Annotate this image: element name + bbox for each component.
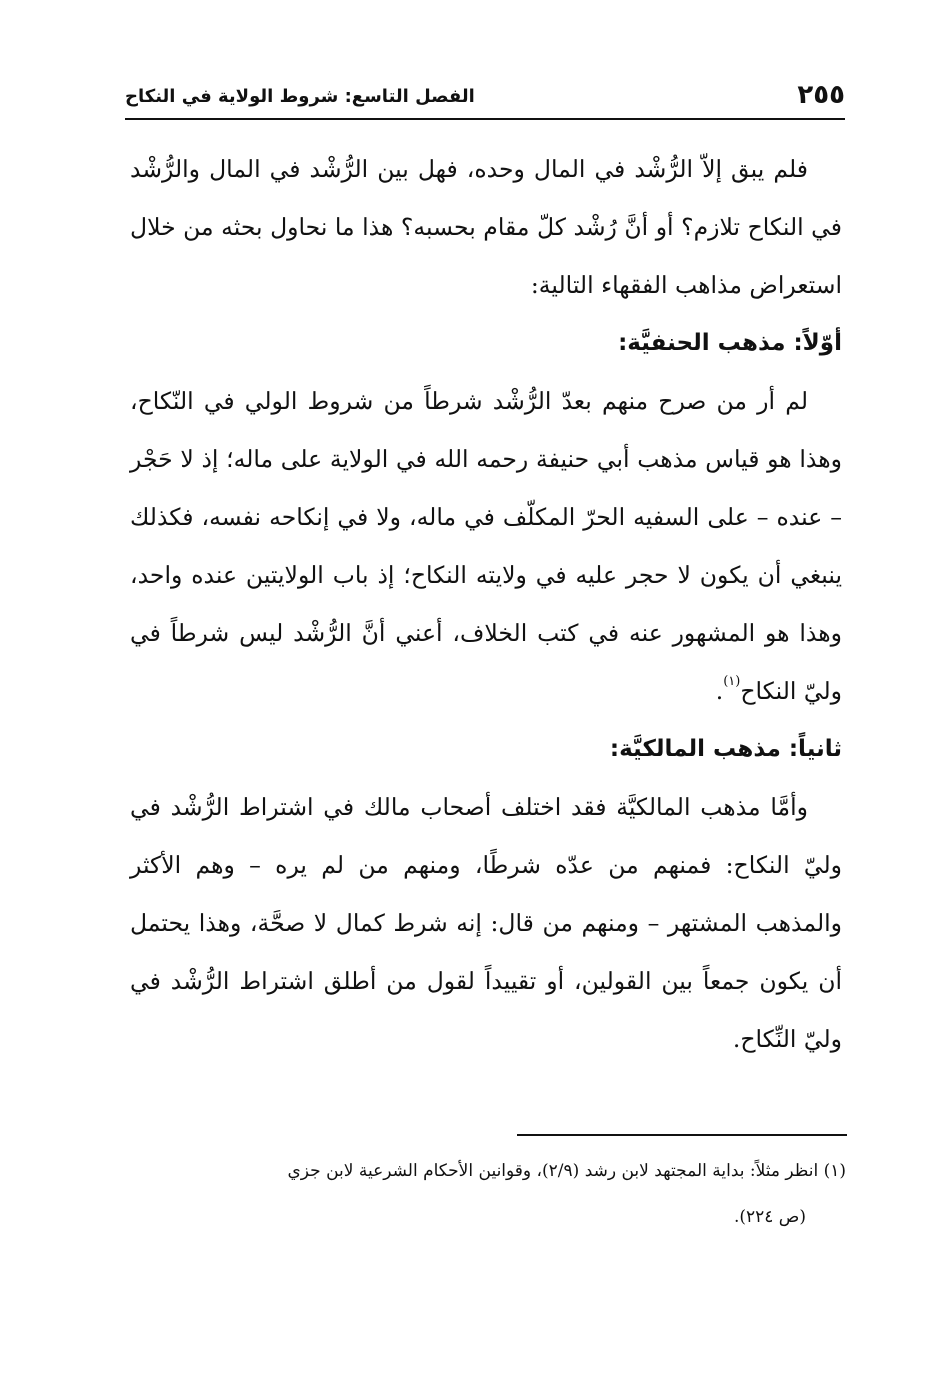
page-header	[125, 74, 845, 120]
hanafi-paragraph-end: .	[715, 677, 724, 705]
hanafi-paragraph	[130, 372, 842, 720]
body-text	[130, 140, 842, 1068]
section-heading-hanafi: أوّلاً: مذهب الحنفيَّة:	[618, 330, 842, 356]
intro-paragraph: فلم يبق إلاّ الرُّشْد في المال وحده، فهل بين الرُّشْد في المال والرُّشْد في النكاح تلازم؟ أو أنَّ رُشْد كلّ مقام بحسبه؟ هذا ما نحاول بحثه من خلال استعراض مذاهب الفقهاء التالية:	[130, 155, 842, 299]
page-number: ٢٥٥	[797, 80, 845, 110]
footnote-line-2: (ص ٢٢٤).	[733, 1207, 806, 1227]
maliki-paragraph: وأمَّا مذهب المالكيَّة فقد اختلف أصحاب مالك في اشتراط الرُّشْد في وليّ النكاح: فمنهم من عدّه شرطًا، ومنهم من لم يره – وهم الأكثر والمذهب المشتهر – ومنهم من قال: إنه شرط كمال لا صحَّة، وهذا يحتمل أن يكون جمعاً بين القولين، أو تقييداً لقول من أطلق اشتراط الرُّشْد في وليّ النِّكاح.	[130, 793, 842, 1053]
hanafi-paragraph-text: لم أر من صرح منهم بعدّ الرُّشْد شرطاً من شروط الولي في النّكاح، وهذا هو قياس مذهب أبي حنيفة رحمه الله في الولاية على ماله؛ إذ لا حَجْر – عنده – على السفيه الحرّ المكلّف في ماله، ولا في إنكاحه نفسه، فكذلك ينبغي أن يكون لا حجر عليه في ولايته النكاح؛ إذ باب الولايتين عنده واحد، وهذا هو المشهور عنه في كتب الخلاف، أعني أنَّ الرُّشْد ليس شرطاً في وليّ النكاح	[130, 387, 842, 705]
section-heading-maliki: ثانياً: مذهب المالكيَّة:	[609, 736, 842, 762]
footnote	[150, 1148, 846, 1240]
running-title: الفصل التاسع: شروط الولاية في النكاح	[125, 86, 475, 107]
footnote-reference[interactable]: (١)	[723, 674, 741, 689]
footnote-separator	[517, 1134, 847, 1136]
footnote-line-1: (١) انظر مثلاً: بداية المجتهد لابن رشد (٢/٩)، وقوانين الأحكام الشرعية لابن جزي	[287, 1161, 846, 1181]
